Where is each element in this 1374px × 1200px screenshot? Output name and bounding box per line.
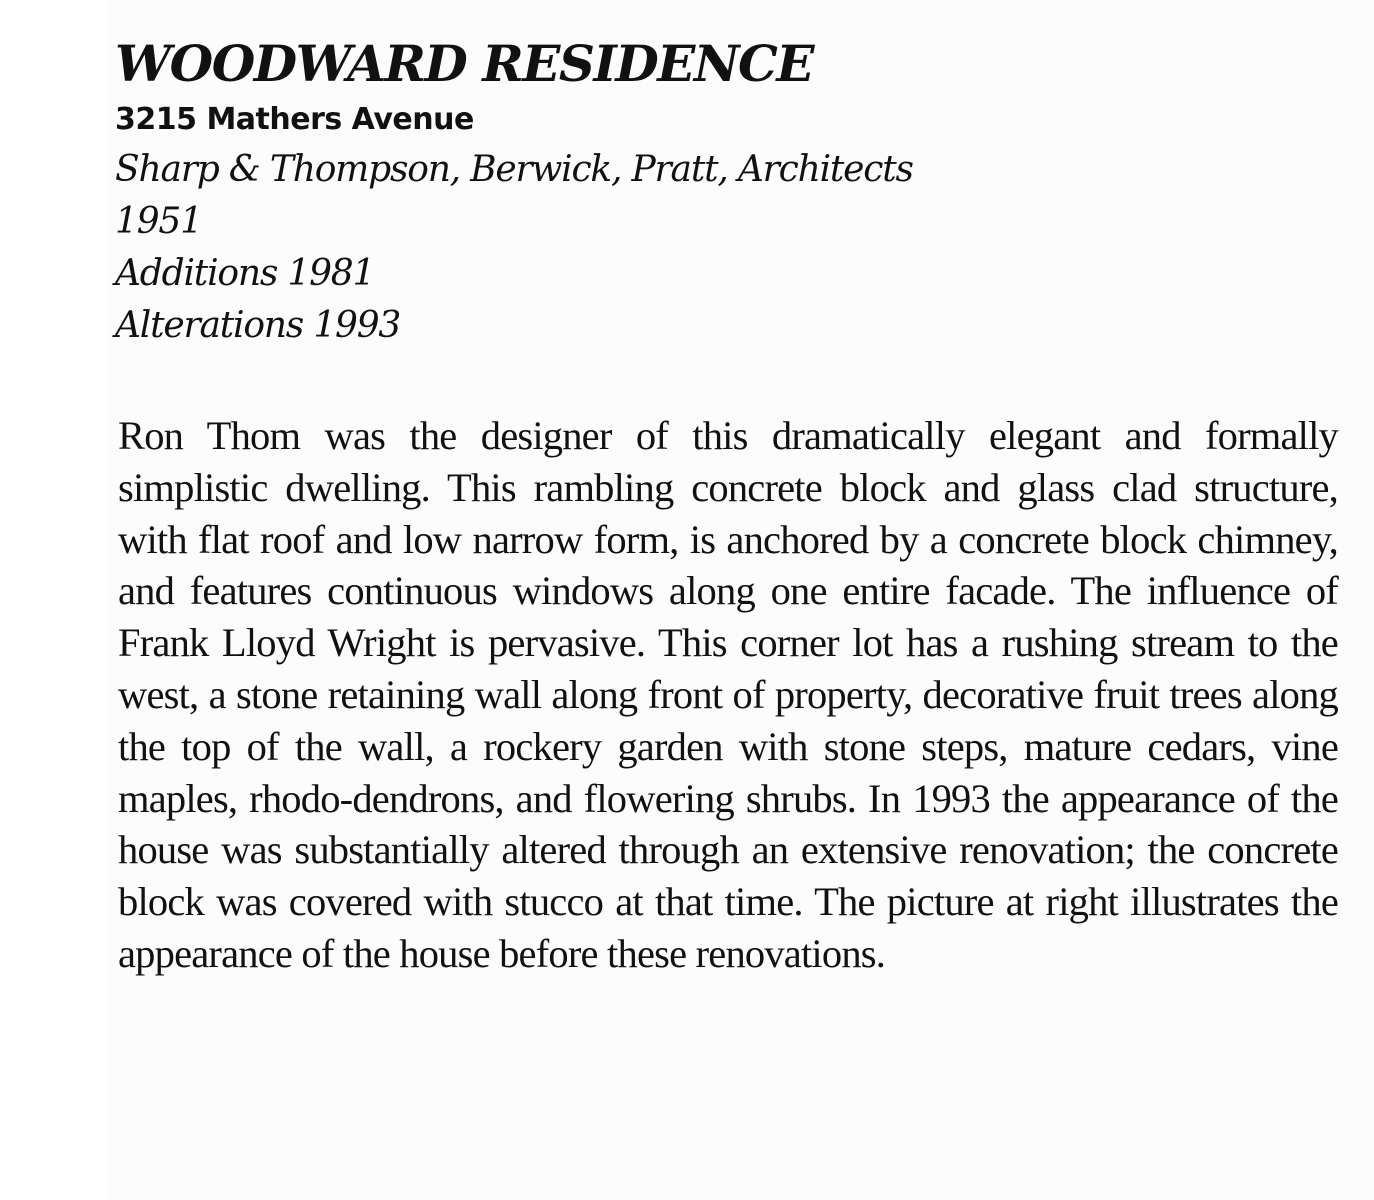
additions-line: Additions 1981 xyxy=(115,253,375,294)
page-title: WOODWARD RESIDENCE xyxy=(115,34,813,93)
description-paragraph: Ron Thom was the designer of this dramatically elegant and formally simplistic dwelling. This rambling concrete block and glass clad structure, with flat roof and low narrow form, is anchored by a concrete block chimney, and features continuous windows along one entire facade. The influence of Frank Lloyd Wright is pervasive. This corner lot has a rushing stream to the west, a stone retaining wall along front of property, decorative fruit trees along the top of the wall, a rockery garden with stone steps, mature cedars, vine maples, rhodo-dendrons, and flowering shrubs. In 1993 the appearance of the house was substantially altered through an extensive renovation; the concrete block was covered with stucco at that time. The picture at right illustrates the appearance of the house before these renovations. xyxy=(118,413,1338,976)
year-line: 1951 xyxy=(115,201,202,242)
architects-line: Sharp & Thompson, Berwick, Pratt, Architects xyxy=(115,149,913,190)
alterations-line: Alterations 1993 xyxy=(115,305,401,346)
address-line: 3215 Mathers Avenue xyxy=(115,102,474,137)
document-header xyxy=(115,36,1115,352)
